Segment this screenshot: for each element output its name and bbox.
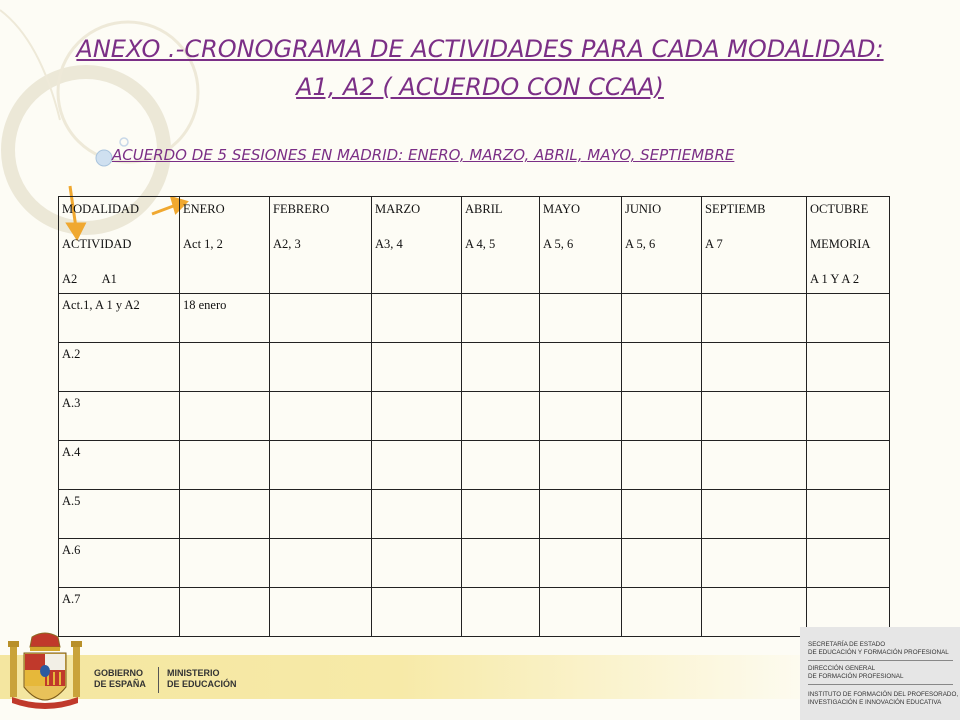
ministerio-label: MINISTERIO DE EDUCACIÓN [167,668,237,689]
divider [158,667,159,693]
coat-of-arms-icon [8,631,82,717]
table-cell [180,490,270,539]
table-cell [462,392,540,441]
institution-box [800,627,960,720]
table-cell [807,490,890,539]
table-cell [462,441,540,490]
secretaria-label: SECRETARÍA DE ESTADO DE EDUCACIÓN Y FORMACIÓN PROFESIONAL [808,641,949,656]
header-cell-marzo: MARZO A3, 4 [372,197,462,294]
table-cell [462,294,540,343]
table-row [59,343,890,392]
table-cell [372,539,462,588]
table-cell [270,539,372,588]
table-cell [270,490,372,539]
table-cell [540,441,622,490]
table-cell [372,490,462,539]
table-row [59,490,890,539]
header-cell-junio: JUNIO A 5, 6 [622,197,702,294]
table-cell [807,294,890,343]
row-label: A.3 [59,392,180,441]
table-cell [372,343,462,392]
table-cell [462,539,540,588]
table-header-row [59,197,890,294]
table-row [59,539,890,588]
table-cell [372,392,462,441]
table-cell [702,343,807,392]
table-cell [702,490,807,539]
table-cell [270,392,372,441]
table-cell [702,392,807,441]
header-cell-modalidad: MODALIDAD ACTIVIDAD A2 A1 [59,197,180,294]
header-cell-febrero: FEBRERO A2, 3 [270,197,372,294]
table-cell [622,490,702,539]
table-cell [270,441,372,490]
table-row [59,294,890,343]
direccion-label: DIRECCIÓN GENERAL DE FORMACIÓN PROFESIONAL [808,665,904,680]
row-label: A.2 [59,343,180,392]
page-subtitle: ACUERDO DE 5 SESIONES EN MADRID: ENERO, MARZO, ABRIL, MAYO, SEPTIEMBRE [112,146,735,164]
table-cell [807,343,890,392]
table-cell [270,343,372,392]
row-label: Act.1, A 1 y A2 [59,294,180,343]
table-cell [702,294,807,343]
table-cell [372,441,462,490]
table-cell [622,294,702,343]
header-cell-enero: ENERO Act 1, 2 [180,197,270,294]
table-cell [807,441,890,490]
footer [0,627,960,720]
row-label: A.7 [59,588,180,637]
table-cell [702,539,807,588]
table-cell [180,343,270,392]
table-cell [807,539,890,588]
table-cell [540,490,622,539]
table-cell [180,392,270,441]
table-cell [540,343,622,392]
table-cell [180,441,270,490]
table-cell [540,539,622,588]
table-cell [540,294,622,343]
header-cell-abril: ABRIL A 4, 5 [462,197,540,294]
table-cell: 18 enero [180,294,270,343]
table-cell [462,490,540,539]
table-cell [270,294,372,343]
table-row [59,392,890,441]
header-cell-octubre: OCTUBRE MEMORIA A 1 Y A 2 [807,197,890,294]
table-cell [702,441,807,490]
divider [808,684,953,685]
divider [808,660,953,661]
table-cell [462,343,540,392]
header-cell-mayo: MAYO A 5, 6 [540,197,622,294]
table-cell [622,343,702,392]
title-line-2: A1, A2 ( ACUERDO CON CCAA) [296,73,664,101]
table-cell [180,539,270,588]
table-cell [540,392,622,441]
table-cell [622,441,702,490]
header-cell-septiembre: SEPTIEMB A 7 [702,197,807,294]
table-cell [807,392,890,441]
row-label: A.5 [59,490,180,539]
gobierno-label: GOBIERNO DE ESPAÑA [94,668,146,689]
title-line-1: ANEXO .-CRONOGRAMA DE ACTIVIDADES PARA CADA MODALIDAD: [76,35,884,63]
table-row [59,441,890,490]
table-cell [372,294,462,343]
instituto-label: INSTITUTO DE FORMACIÓN DEL PROFESORADO, INVESTIGACIÓN E INNOVACIÓN EDUCATIVA [808,691,959,706]
row-label: A.6 [59,539,180,588]
row-label: A.4 [59,441,180,490]
table-cell [622,539,702,588]
page-title [0,30,960,106]
table-cell [622,392,702,441]
schedule-table [58,196,890,637]
